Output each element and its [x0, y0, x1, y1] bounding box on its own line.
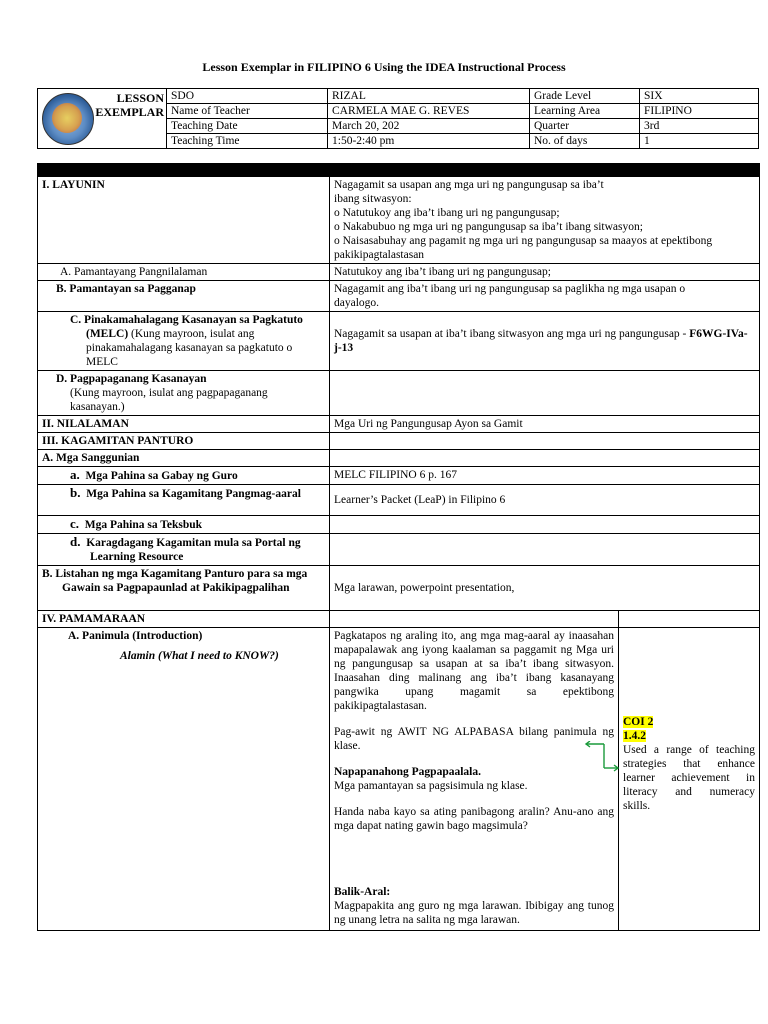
awit-paragraph: Pag-awit ng AWIT NG ALPABASA bilang panimula ng klase. [334, 726, 614, 752]
ref-label: b. Mga Pahina sa Kagamitang Pangmag-aaral [38, 485, 330, 516]
pamamaraan-value [330, 611, 619, 628]
header-value: RIZAL [328, 89, 530, 104]
ref-label: d. Karagdagang Kagamitan mula sa Portal ng Learning Resource [38, 534, 330, 566]
listahan-label: B. Listahan ng mga Kagamitang Panturo para sa mga Gawain sa Pagpapaunlad at Pakikipagpalihan [38, 566, 330, 611]
ref-value: MELC FILIPINO 6 p. 167 [330, 467, 760, 485]
header-key: Name of Teacher [167, 104, 328, 119]
header-value: 1:50-2:40 pm [328, 134, 530, 149]
handa-question: Handa naba kayo sa ating panibagong aralin? Anu-ano ang mga dapat nating gawin bago magsimula? [334, 806, 614, 832]
header-value: SIX [640, 89, 759, 104]
pagpapaganang-kasanayan-value [330, 371, 760, 416]
pamantayang-pangnilalaman-value: Natutukoy ang iba’t ibang uri ng pangungusap; [330, 264, 760, 281]
header-key: Learning Area [530, 104, 640, 119]
ref-value: Learner’s Packet (LeaP) in Filipino 6 [330, 485, 760, 516]
ref-value [330, 534, 760, 566]
pamantayan-sa-pagganap-label: B. Pamantayan sa Pagganap [38, 281, 330, 312]
logo-cell [38, 89, 167, 149]
header-key: Grade Level [530, 89, 640, 104]
melc-label: C. Pinakamahalagang Kasanayan sa Pagkatuto (MELC) (Kung mayroon, isulat ang pinakamahalagang kasanayan sa pagkatuto o MELC [38, 312, 330, 371]
ref-value [330, 516, 760, 534]
coi-subcode: 1.4.2 [623, 730, 646, 742]
connector-arrow-icon [582, 741, 622, 773]
nilalaman-value: Mga Uri ng Pangungusap Ayon sa Gamit [330, 416, 760, 433]
document-title: Lesson Exemplar in FILIPINO 6 Using the IDEA Instructional Process [202, 60, 566, 74]
lesson-exemplar-label: LESSON EXEMPLAR [95, 91, 164, 119]
coi-code: COI 2 [623, 716, 654, 728]
panimula-paragraph: Pagkatapos ng araling ito, ang mga mag-aaral ay inaasahan mapapalawak ang iyong kaalaman sa paggamit ng Mga uri ng pangungusap sa usapan at sa iba’t ibang sitwasyon. Inaasahan ding malinang ang iba’t ibang kasanayang pangwika upang magamit sa epektibong pakikipagtalastasan. [334, 630, 614, 712]
deped-seal-logo [42, 93, 94, 145]
kagamitan-panturo-label: III. KAGAMITAN PANTURO [38, 433, 330, 450]
listahan-value: Mga larawan, powerpoint presentation, [330, 566, 760, 611]
lesson-plan-table [37, 163, 760, 931]
balik-aral-text: Magpapakita ang guro ng mga larawan. Ibibigay ang tunog ng unang letra na salita ng mga larawan. [334, 900, 614, 926]
header-key: Quarter [530, 119, 640, 134]
header-value: FILIPINO [640, 104, 759, 119]
ref-label: c. Mga Pahina sa Teksbuk [38, 516, 330, 534]
coi-description: Used a range of teaching strategies that enhance learner achievement in literacy and numeracy skills. [623, 744, 755, 812]
kagamitan-panturo-value [330, 433, 760, 450]
pamantayan-sa-pagganap-value: Nagagamit ang iba’t ibang uri ng pangungusap sa paglikha ng mga usapan o dayalogo. [330, 281, 760, 312]
header-value: CARMELA MAE G. REVES [328, 104, 530, 119]
pamamaraan-notes [619, 611, 760, 628]
header-key: No. of days [530, 134, 640, 149]
nilalaman-label: II. NILALAMAN [38, 416, 330, 433]
layunin-content: Nagagamit sa usapan ang mga uri ng pangungusap sa iba’t ibang sitwasyon: o Natutukoy ang iba’t ibang uri ng pangungusap; o Nakabubuo ng mga uri ng pangungusap sa iba’t ibang sitwasyon; o Naisasabuhay ang pagamit ng mga uri ng pangungusap sa maayos at epektibong pakikipagtalastasan [330, 177, 760, 264]
header-table [37, 88, 759, 149]
header-key: Teaching Time [167, 134, 328, 149]
paalala-title: Napapanahong Pagpapaalala. [334, 766, 481, 778]
panimula-content [330, 628, 619, 931]
header-key: SDO [167, 89, 328, 104]
layunin-label: I. LAYUNIN [38, 177, 330, 264]
pagpapaganang-kasanayan-label: D. Pagpapaganang Kasanayan (Kung mayroon, isulat ang pagpapaganang kasanayan.) [38, 371, 330, 416]
header-value: 1 [640, 134, 759, 149]
mga-sanggunian-value [330, 450, 760, 467]
ref-label: a. Mga Pahina sa Gabay ng Guro [38, 467, 330, 485]
section-divider-bar [38, 164, 760, 177]
balik-aral-title: Balik-Aral: [334, 886, 391, 898]
coi-indicator-cell [619, 628, 760, 931]
paalala-text: Mga pamantayan sa pagsisimula ng klase. [334, 780, 528, 792]
header-value: 3rd [640, 119, 759, 134]
panimula-label-cell: A. Panimula (Introduction) Alamin (What I need to KNOW?) [38, 628, 330, 931]
mga-sanggunian-label: A. Mga Sanggunian [38, 450, 330, 467]
header-key: Teaching Date [167, 119, 328, 134]
pamamaraan-label: IV. PAMAMARAAN [38, 611, 330, 628]
melc-value: Nagagamit sa usapan at iba’t ibang sitwasyon ang mga uri ng pangungusap - F6WG-IVa-j-13 [330, 312, 760, 371]
pamantayang-pangnilalaman-label: A. Pamantayang Pangnilalaman [38, 264, 330, 281]
header-value: March 20, 202 [328, 119, 530, 134]
